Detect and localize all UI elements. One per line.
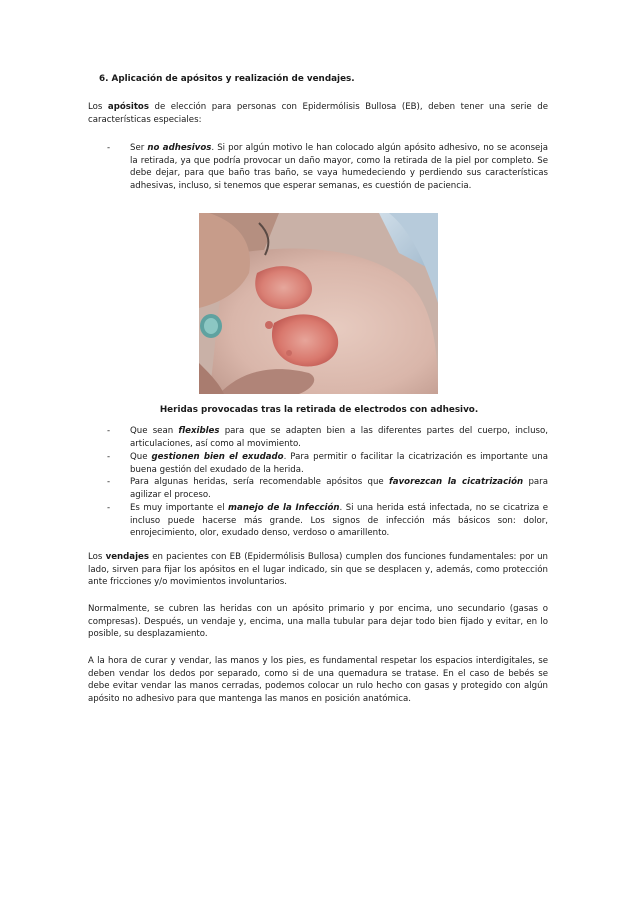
bullet-flexibles [88,425,548,450]
bullet-text: Para algunas heridas, sería recomendable apósitos que favorezcan la cicatrización para agilizar el proceso. [130,477,548,500]
bullet-exudado [88,451,548,476]
vendajes-paragraph: Los vendajes en pacientes con EB (Epidermólisis Bullosa) cumplen dos funciones fundamentales: por un lado, sirven para fijar los apósitos en el lugar indicado, sin que se desplacen y, además, como protección ante fricciones y/o movimientos involuntarios. [88,552,548,588]
bullet-term: manejo de la Infección [228,503,340,513]
bullet-cicatrizacion [88,476,548,501]
bullet-text: Que gestionen bien el exudado. Para permitir o facilitar la cicatrización es importante una buena gestión del exudado de la herida. [130,452,548,475]
bullet-term: gestionen bien el exudado [151,452,284,462]
curar-paragraph: A la hora de curar y vendar, las manos y los pies, es fundamental respetar los espacios interdigitales, se deben vendar los dedos por separado, como si de una quemadura se tratase. En el caso de bebés se debe evitar vendar las manos cerradas, podemos colocar un rulo hecho con gasas y protegido con algún apósito no adhesivo para que mantenga las manos en posición anatómica. [88,656,548,704]
intro-text-end: de elección para personas con Epidermólisis Bullosa (EB), deben tener una serie de características especiales: [88,102,548,125]
bullet-text: Ser no adhesivos. Si por algún motivo le han colocado algún apósito adhesivo, no se aconseja la retirada, ya que podría provocar un daño mayor, como la retirada de la piel por completo. Se debe dejar, para que baño tras baño, se vaya humedeciendo y perdiendo sus características adhesivas, incluso, si tenemos que esperar semanas, es cuestión de paciencia. [130,143,548,191]
bullet-dash: - [107,143,111,153]
bullet-no-adhesivos [88,142,548,192]
intro-paragraph [88,101,548,126]
intro-text-start: Los [88,102,108,112]
section-heading: 6. Aplicación de apósitos y realización de vendajes. [99,74,355,84]
bullet-infeccion [88,502,548,540]
bullet-term: flexibles [178,426,220,436]
bullet-dash: - [107,452,111,462]
bullet-dash: - [107,477,111,487]
bullet-text: Es muy importante el manejo de la Infección. Si una herida está infectada, no se cicatriza e incluso puede hacerse más grande. Los signos de infección más básicos son: dolor, enrojecimiento, olor, exudado denso, verdoso o amarillento. [130,503,548,539]
bullet-dash: - [107,503,111,513]
bullet-term: favorezcan la cicatrización [389,477,524,487]
bullet-text: Que sean flexibles para que se adapten bien a las diferentes partes del cuerpo, incluso, articulaciones, así como al movimiento. [130,426,548,449]
vendajes-bold-term: vendajes [105,552,149,562]
normalmente-paragraph: Normalmente, se cubren las heridas con un apósito primario y por encima, uno secundario (gasas o compresas). Después, un vendaje y, encima, una malla tubular para dejar todo bien fijado y evitar, en lo posible, su desplazamiento. [88,604,548,640]
bullet-dash: - [107,426,111,436]
bullet-term: no adhesivos [147,143,212,153]
figure-caption: Heridas provocadas tras la retirada de electrodos con adhesivo. [159,405,479,415]
wound-photo [199,213,438,394]
intro-bold-term: apósitos [107,102,149,112]
